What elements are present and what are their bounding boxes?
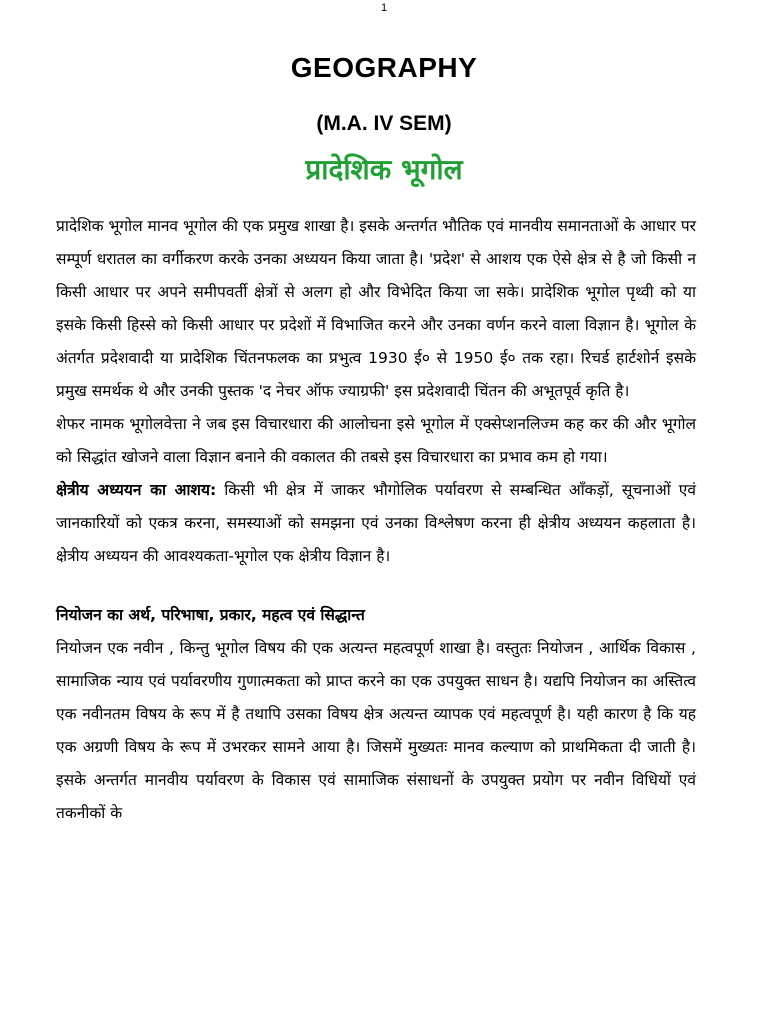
field-study-term: क्षेत्रीय अध्ययन का आशय: [56,481,217,499]
paragraph-schaefer-critique: शेफर नामक भूगोलवेत्ता ने जब इस विचारधारा की आलोचना इसे भूगोल में एक्सेप्शनलिज्म कह कर की और भूगोल को सिद्धांत खोजने वाला विज्ञान बनाने की वकालत की तबसे इस विचारधारा का प्रभाव कम हो गया। [56,415,696,466]
section-heading-planning: नियोजन का अर्थ, परिभाषा, प्रकार, महत्व एवं सिद्धान्त [56,606,365,624]
document-body [56,210,696,830]
document-subtitle: (M.A. IV SEM) [316,112,452,135]
field-study-definition: किसी भी क्षेत्र में जाकर भौगोलिक पर्यावरण से सम्बन्धित आँकड़ों, सूचनाओं एवं जानकारियों को एकत्र करना, समस्याओं को समझना एवं उनका विश्लेषण करना ही क्षेत्रीय अध्ययन कहलाता है। क्षेत्रीय अध्ययन की आवश्यकता-भूगोल एक क्षेत्रीय विज्ञान है। [56,481,696,565]
hindi-heading: प्रादेशिक भूगोल [305,153,463,186]
paragraph-planning: नियोजन एक नवीन , किन्तु भूगोल विषय की एक अत्यन्त महत्वपूर्ण शाखा है। वस्तुतः नियोजन , आर्थिक विकास , सामाजिक न्याय एवं पर्यावरणीय गुणात्मकता को प्राप्त करने का एक उपयुक्त साधन है। यद्यपि नियोजन का अस्तित्व एक नवीनतम विषय के रूप में है तथापि उसका विषय क्षेत्र अत्यन्त व्यापक एवं महत्वपूर्ण है। यही कारण है कि यह एक अग्रणी विषय के रूप में उभरकर सामने आया है। जिसमें मुख्यतः मानव कल्याण को प्राथमिकता दी जाती है। इसके अन्तर्गत मानवीय पर्यावरण के विकास एवं सामाजिक संसाधनों के उपयुक्त प्रयोग पर नवीन विधियों एवं तकनीकों के [56,639,696,822]
page-number: 1 [380,2,388,14]
document-title: GEOGRAPHY [290,52,478,83]
paragraph-regional-geography: प्रादेशिक भूगोल मानव भूगोल की एक प्रमुख शाखा है। इसके अन्तर्गत भौतिक एवं मानवीय समानताओं के आधार पर सम्पूर्ण धरातल का वर्गीकरण करके उनका अध्ययन किया जाता है। 'प्रदेश' से आशय एक ऐसे क्षेत्र से है जो किसी न किसी आधार पर अपने समीपवर्ती क्षेत्रों से अलग हो और विभेदित किया जा सके। प्रादेशिक भूगोल पृथ्वी को या इसके किसी हिस्से को किसी आधार पर प्रदेशों में विभाजित करने और उनका वर्णन करने वाला विज्ञान है। भूगोल के अंतर्गत प्रदेशवादी या प्रादेशिक चिंतनफलक का प्रभुत्व 1930 ई० से 1950 ई० तक रहा। रिचर्ड हार्टशोर्न इसके प्रमुख समर्थक थे और उनकी पुस्तक 'द नेचर ऑफ ज्याग्रफी' इस प्रदेशवादी चिंतन की अभूतपूर्व कृति है। [56,217,696,400]
section-spacer [56,573,696,599]
paragraph-field-study [56,474,696,573]
